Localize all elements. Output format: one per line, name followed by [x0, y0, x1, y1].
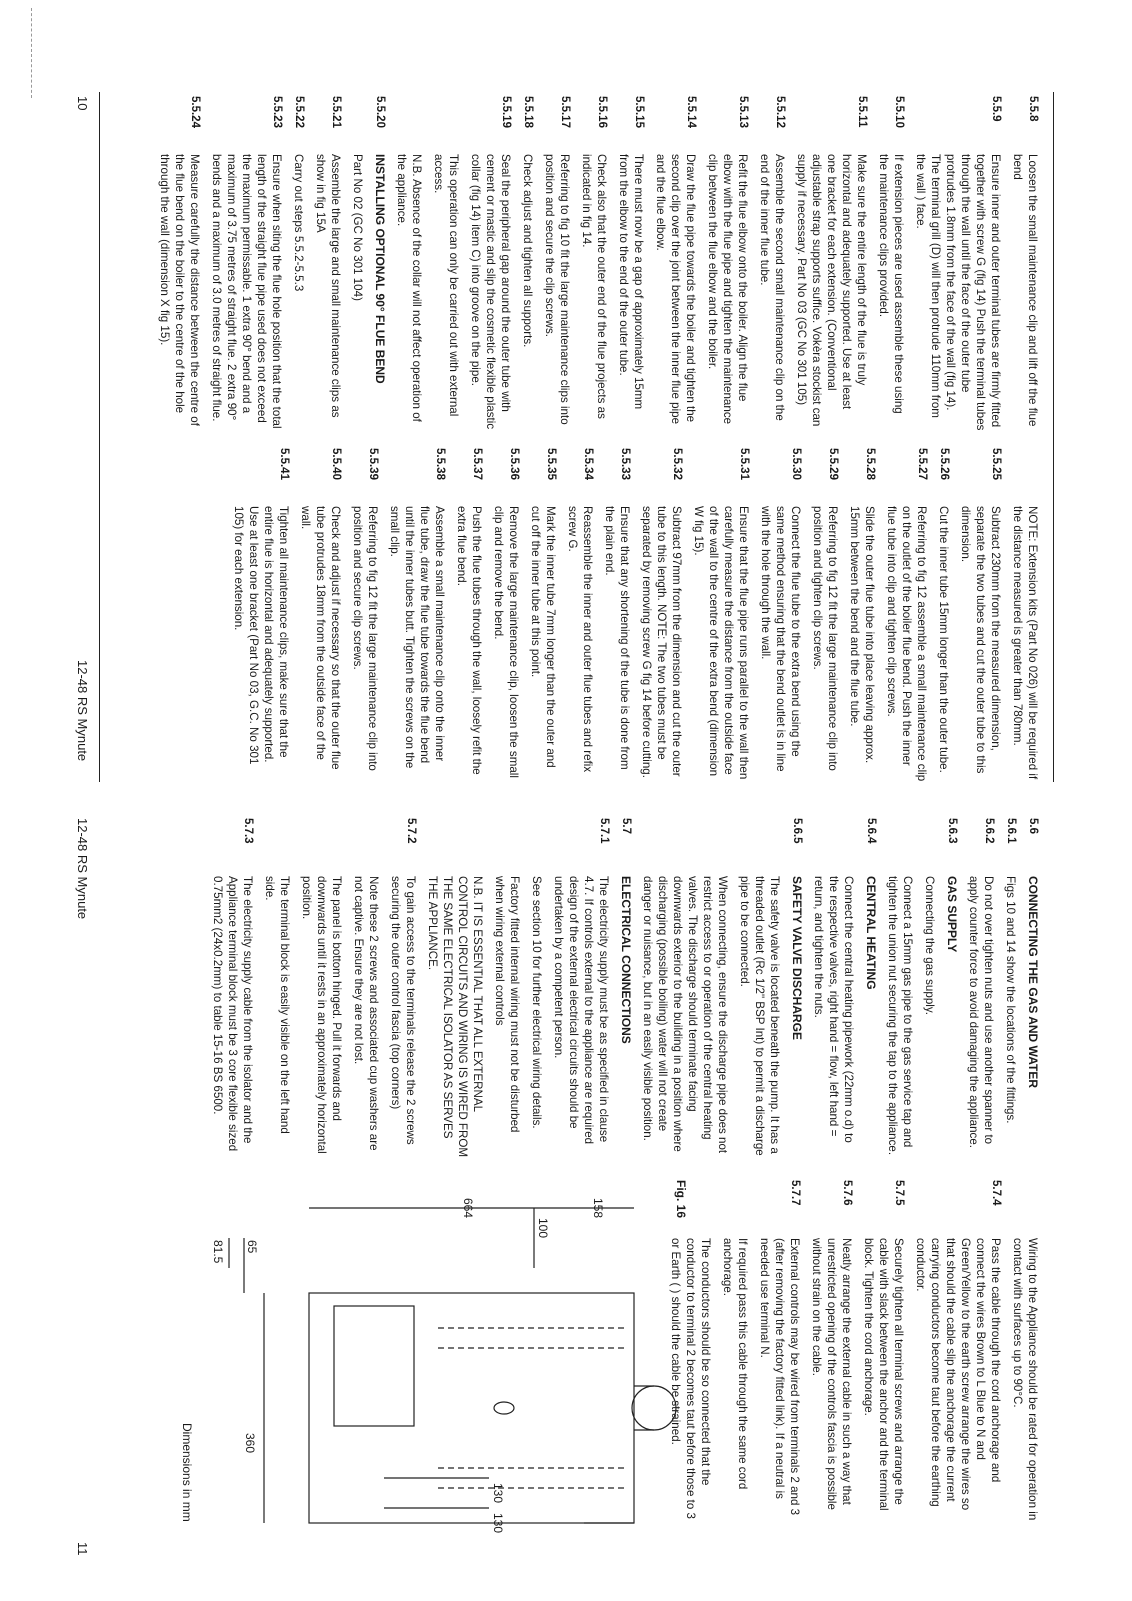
- indicator: [494, 1402, 514, 1414]
- clause-entry: [209, 96, 284, 431]
- flue-outlet: [632, 1386, 676, 1430]
- clause-entry: [616, 96, 646, 431]
- clause-number: 5.5.35: [545, 448, 557, 480]
- clause-entry: [210, 818, 255, 1158]
- clause-entry: [1010, 96, 1040, 431]
- clause-entry: [425, 818, 611, 1158]
- clause-entry: [653, 96, 698, 431]
- clause-paragraph: The electricity supply must be as specified in clause 4.7. If controls external to the appliance are required design of the external electrical circuits should be undertaken by a competent person.: [552, 876, 610, 1145]
- clause-entry: [758, 448, 803, 783]
- clause-paragraph: Note these 2 screws and associated cup washers are not captive. Ensure they are not lost.: [352, 876, 380, 1151]
- clause-entry: [936, 448, 951, 783]
- clause-paragraph: The panel is bottom hinged. Pull it forwards and downwards until it rests in an approximately horizontal position.: [300, 876, 343, 1154]
- clause-paragraph: This operation can only be carried out with external access.: [432, 154, 460, 417]
- clause-body: [884, 506, 929, 783]
- clause-entry: [350, 448, 380, 783]
- clause-number: 5.6.5: [791, 818, 803, 844]
- clause-paragraph: Securely tighten all terminal screws and arrange the cable with slack between the anchor and the terminal block. Tighten the cord anchorage.: [862, 1238, 905, 1511]
- clause-number: 5.5.36: [508, 448, 520, 480]
- page-footer: 12-48 RS Mynute: [75, 660, 90, 762]
- clause-body: [210, 876, 255, 1158]
- clause-entry: [520, 96, 535, 431]
- dimensions-note: Dimensions in mm: [180, 1423, 194, 1522]
- top-rule: [1053, 92, 1054, 782]
- clause-paragraph: N.B. IT IS ESSENTIAL THAT ALL EXTERNAL CONTROL CIRCUITS AND WIRING IS WIRED FROM THE SAME ELECTRICAL ISOLATOR AS SERVES THE APPLIANCE.: [426, 876, 484, 1158]
- clause-entry: [691, 448, 751, 783]
- clause-number: 5.7.4: [990, 1180, 1002, 1206]
- clause-paragraph: To gain access to the terminals release the 2 screws securing the outer control fascia (top corners): [389, 876, 417, 1145]
- clause-paragraph: Connecting the gas supply.: [923, 876, 936, 1015]
- clause-body: [618, 876, 633, 1158]
- clause-entry: [958, 448, 1003, 783]
- clause-paragraph: Draw the flue pipe towards the boiler and tighten the second clip over the joint between the inner flue pipe and the flue elbow.: [654, 154, 697, 425]
- clause-number: 5.7: [620, 818, 632, 834]
- section-heading: INSTALLING OPTIONAL 90° FLUE BEND: [373, 154, 387, 384]
- clause-entry: [313, 96, 343, 431]
- clause-entry: [528, 448, 558, 783]
- clause-number: 5.5.39: [367, 448, 379, 480]
- clause-entry: [231, 448, 291, 783]
- clause-body: [425, 876, 611, 1158]
- clause-body: [350, 154, 387, 431]
- section-heading: ELECTRICAL CONNECTIONS: [619, 876, 633, 1044]
- clause-number: 5.5.19: [500, 96, 512, 128]
- clause-number: 5.5.32: [671, 448, 683, 480]
- clause-entry: [639, 448, 684, 783]
- clause-paragraph: Assemble the large and small maintenance clips as show in fig 15A: [314, 154, 342, 418]
- clause-paragraph: Do not over tighten nuts and use another spanner to apply counter force to avoid damaging the appliance.: [967, 876, 995, 1148]
- clause-number: 5.5.34: [582, 448, 594, 480]
- figure-label: Fig. 16: [674, 1180, 688, 1219]
- clause-entry: [794, 96, 869, 431]
- clause-entry: [1003, 818, 1018, 1158]
- clause-body: [528, 506, 558, 783]
- clause-entry: [757, 96, 787, 431]
- clause-paragraph: Connect the flue tube to the extra bend using the same method ensuring that the bend outlet is in line with the hole through the wall.: [759, 506, 802, 772]
- clause-entry: [885, 818, 959, 1158]
- clause-entry: [602, 448, 632, 783]
- figure-16: [164, 1178, 688, 1548]
- clause-paragraph: Ensure that any shortening of the tube is done from the plain end.: [603, 506, 631, 770]
- clause-paragraph: Check also that the outer end of the flue projects as indicated in fig 14.: [580, 154, 608, 419]
- clause-paragraph: NOTE: Extension kits (Part No 026) will be required if the distance measured is greater than 780mm.: [1011, 506, 1039, 780]
- clause-body: [579, 154, 609, 431]
- section-heading: GAS SUPPLY: [945, 876, 959, 953]
- clause-entry: [1010, 448, 1040, 783]
- clause-entry: [387, 448, 447, 783]
- clause-body: [520, 154, 535, 431]
- clause-paragraph: Check adjust and tighten all supports.: [521, 154, 534, 348]
- clause-paragraph: There must now be a gap of approximately 15mm from the elbow to the end of the outer tube.: [617, 154, 645, 410]
- dim-664: 664: [461, 1198, 475, 1219]
- clause-number: 5.7.6: [841, 1180, 853, 1206]
- clause-number: 5.7.5: [893, 1180, 905, 1206]
- clause-number: 5.6.1: [1005, 818, 1017, 844]
- clause-paragraph: Cut the inner tube 15mm longer than the outer tube.: [937, 506, 950, 773]
- clause-paragraph: Wiring to the Appliance should be rated for operation in contact with surfaces up to 90°C.: [1011, 1238, 1039, 1521]
- clause-body: [491, 506, 521, 783]
- control-panel: [334, 1306, 414, 1426]
- clause-entry: [810, 448, 840, 783]
- clause-number: 5.5.27: [916, 448, 928, 480]
- clause-entry: [291, 96, 306, 431]
- clause-entry: [262, 818, 418, 1158]
- clause-body: [861, 1238, 906, 1525]
- clause-paragraph: Carry out steps 5.5.2-5.5.3: [292, 154, 305, 292]
- clause-paragraph: Connect the central heating pipework (22mm o.d) to the respective valves, right hand = flow, left hand = return, and tighten the nuts.: [812, 876, 855, 1143]
- clause-paragraph: Connect a 15mm gas pipe to the gas service tap and tighten the union nut securing the tap to the appliance.: [886, 876, 914, 1156]
- clause-entry: [157, 96, 202, 431]
- boiler-diagram: [199, 1178, 684, 1548]
- dim-158: 158: [591, 1198, 605, 1219]
- clause-body: [387, 506, 447, 783]
- clause-paragraph: Mark the inner tube 7mm longer than the outer and cut off the inner tube at this point.: [529, 506, 557, 768]
- clause-paragraph: Ensure when siting the flue hole position that the total length of the straight flue pipe used does not exceed the maximum permissable. 1 extra 90° bend and a maximum of 3.75 metres of straight flue. 2 extra 90° bends and a maximum of 3.0 metres of straight flue.: [210, 154, 283, 429]
- clause-number: 5.5.29: [827, 448, 839, 480]
- clause-paragraph: Push the flue tubes through the wall, loosely refit the extra flue bend.: [455, 506, 483, 775]
- clause-paragraph: When connecting, ensure the discharge pipe does not restrict access to or operation of the central heating valves. The discharge should terminate facing downwards exterior to the building in a position where discharging (possible boiling) water will not create danger or nuisance, but in an easily visible position.: [641, 876, 729, 1154]
- clause-body: [1025, 876, 1040, 1158]
- clause-body: [705, 154, 750, 431]
- clause-number: 5.6.3: [946, 818, 958, 844]
- clause-entry: [966, 818, 996, 1158]
- dim-130-a: 130: [491, 1483, 505, 1504]
- clause-number: 5.5.23: [271, 96, 283, 128]
- clause-entry: [1010, 1180, 1040, 1525]
- clause-paragraph: If extension pieces are used assemble these using the maintenance clips provided.: [877, 154, 905, 414]
- clause-entry: [618, 818, 633, 1158]
- clause-body: [811, 876, 878, 1158]
- clause-number: 5.7.1: [598, 818, 610, 844]
- clause-entry: [542, 96, 572, 431]
- clause-body: [809, 1238, 854, 1525]
- clause-paragraph: Pass the cable through the cord anchorage and connect the wires Brown to L Blue to N and Green/Yellow to the earth screw arrange the wires so that should the cable slip the anchorage the current carrying conductors become taut before the earthing conductor.: [914, 1238, 1002, 1511]
- clause-number: 5.7.7: [789, 1180, 801, 1206]
- clause-body: [209, 154, 284, 431]
- clause-body: [350, 506, 380, 783]
- clause-body: [454, 506, 484, 783]
- clause-paragraph: Make sure the entire length of the flue is truly horizontal and adequately supported. Use at least one bracket for each extension. (Conventional adjustable strap supports suffice. Vokèra stockist can supply if necessary. Part No 03 (GC No 301 105): [795, 154, 868, 427]
- clause-entry: [579, 96, 609, 431]
- clause-entry: [1025, 818, 1040, 1158]
- clause-number: 5.5.18: [522, 96, 534, 128]
- page-number: 10: [75, 96, 90, 111]
- clause-body: [313, 154, 343, 431]
- clause-paragraph: The safety valve is located beneath the pump. It has a threaded outlet (Rc 1/2" BSP Int) to permit a discharge pipe to be connected.: [738, 876, 781, 1156]
- clause-body: [231, 506, 291, 783]
- clause-paragraph: Refit the flue elbow onto the boiler. Align the flue elbow with the flue pipe and tighten the maintenance clip between the flue elbow and the boiler.: [706, 154, 749, 425]
- clause-number: 5.6: [1027, 818, 1039, 834]
- clause-number: 5.5.30: [790, 448, 802, 480]
- clause-entry: [884, 448, 929, 783]
- clause-body: [1010, 154, 1040, 431]
- clause-number: 5.5.11: [856, 96, 868, 128]
- column-right-2: [661, 1180, 1040, 1525]
- column-left-1: [150, 96, 1040, 431]
- clause-entry: [913, 1180, 1003, 1525]
- clause-entry: [491, 448, 521, 783]
- page-10: [0, 0, 1132, 800]
- clause-number: 5.5.38: [434, 448, 446, 480]
- clause-body: [810, 506, 840, 783]
- clause-number: 5.5.14: [685, 96, 697, 128]
- clause-body: [885, 876, 959, 1158]
- clause-paragraph: The electricity supply cable from the isolator and the Appliance terminal block must be 3 core flexible sized 0.75mm2 (24x0.2mm) to table 15-16 BS 6500.: [211, 876, 254, 1152]
- page-number: 11: [75, 1542, 90, 1556]
- section-heading: CENTRAL HEATING: [864, 876, 878, 990]
- clause-entry: [861, 1180, 906, 1525]
- clause-body: [958, 506, 1003, 783]
- clause-body: [794, 154, 869, 431]
- clause-number: 5.6.4: [865, 818, 877, 844]
- clause-entry: [668, 1180, 802, 1525]
- clause-body: [291, 154, 306, 431]
- clause-paragraph: Tighten all maintenance clips, make sure that the entire flue is horizontal and adequately supported. Use at least one bracket (Part No 03, G.C. No 301 105) for each extension.: [232, 506, 290, 765]
- clause-paragraph: Referring to fig 12 assemble a small maintenance clip on the outlet of the boiler flue bend. Push the inner flue tube into clip and tighten clip screws.: [885, 506, 928, 782]
- clause-number: 5.5.28: [864, 448, 876, 480]
- clause-number: 5.5.9: [990, 96, 1002, 122]
- clause-paragraph: Seal the peripheral gap around the outer tube with cement or mastic and slip the cosmetic flexible plastic collar (fig 14) item C) into groove on the pipe.: [469, 154, 512, 430]
- clause-entry: [350, 96, 387, 431]
- clause-body: [758, 506, 803, 783]
- clause-body: [262, 876, 418, 1158]
- clause-body: [1010, 506, 1040, 783]
- clause-entry: [705, 96, 750, 431]
- clause-body: [394, 154, 513, 431]
- page-header: 12-48 RS Mynute: [75, 818, 90, 920]
- clause-number: 5.5.10: [893, 96, 905, 128]
- clause-entry: [565, 448, 595, 783]
- dim-100: 100: [536, 1218, 550, 1239]
- clause-body: [1010, 1238, 1040, 1525]
- clause-paragraph: Measure carefully the distance between the centre of the flue bend on the boiler to the centre of the hole through the wall (dimension X fig 15).: [158, 154, 201, 426]
- clause-paragraph: If required pass this cable through the same cord anchorage.: [721, 1238, 749, 1490]
- clause-body: [565, 506, 595, 783]
- clause-number: 5.5.17: [559, 96, 571, 128]
- section-heading: SAFETY VALVE DISCHARGE: [790, 876, 804, 1041]
- clause-body: [966, 876, 996, 1158]
- clause-body: [691, 506, 751, 783]
- clause-body: [847, 506, 877, 783]
- clause-paragraph: Assemble a small maintenance clip onto the inner flue tube, draw the flue tube towards the flue bend until the inner tubes butt. Tighten the screws on the small clip.: [388, 506, 446, 769]
- clause-paragraph: Figs 10 and 14 show the locations of the fittings.: [1004, 876, 1017, 1124]
- clause-paragraph: Ensure that the flue pipe runs parallel to the wall then carefully measure the distance from the outside face of the wall to the centre of the extra bend (dimension W fig 15).: [692, 506, 750, 780]
- clause-entry: [847, 448, 877, 783]
- clause-number: 5.7.2: [405, 818, 417, 844]
- clause-entry: [298, 448, 343, 783]
- dim-65: 65: [245, 1240, 259, 1254]
- clause-number: 5.5.20: [374, 96, 386, 128]
- dim-81-5: 81.5: [211, 1240, 225, 1264]
- clause-paragraph: External controls may be wired from terminals 2 and 3 (after removing the factory fitted link). If a neutral is needed use terminal N.: [758, 1238, 801, 1516]
- clause-entry: [454, 448, 484, 783]
- clause-body: [668, 1238, 802, 1525]
- clause-number: 5.7.3: [242, 818, 254, 844]
- column-right-1: [203, 818, 1040, 1158]
- clause-body: [639, 506, 684, 783]
- clause-entry: [809, 1180, 854, 1525]
- clause-body: [913, 154, 1003, 431]
- clause-number: 5.5.8: [1027, 96, 1039, 122]
- clause-number: 5.5.21: [330, 96, 342, 128]
- clause-paragraph: The conductors should be so connected that the conductor to terminal 2 becomes taut before those to 3 or Earth ( ) should the cable be strained.: [669, 1238, 712, 1519]
- clause-body: [653, 154, 698, 431]
- clause-paragraph: Neatly arrange the external cable in such a way that unrestricted opening of the controls fascia is possible without strain on the cable.: [810, 1238, 853, 1510]
- clause-number: 5.5.22: [293, 96, 305, 128]
- clause-number: 5.5.24: [189, 96, 201, 128]
- clause-body: [1003, 876, 1018, 1158]
- clause-paragraph: Reassemble the inner and outer flue tubes and refix screw G.: [566, 506, 594, 773]
- clause-paragraph: Part No 02 (GC No 301 104): [351, 154, 364, 301]
- clause-paragraph: N.B. Absence of the collar will not affect operation of the appliance.: [395, 154, 423, 422]
- scan-edge-mark: [31, 8, 32, 98]
- clause-paragraph: Assemble the second small maintenance clip on the end of the inner flue tube.: [758, 154, 786, 421]
- clause-paragraph: Remove the large maintenance clip, loosen the small clip and remove the bend.: [492, 506, 520, 778]
- clause-number: 5.5.16: [596, 96, 608, 128]
- clause-number: 5.5.13: [737, 96, 749, 128]
- clause-entry: [394, 96, 513, 431]
- clause-entry: [876, 96, 906, 431]
- clause-body: [602, 506, 632, 783]
- clause-body: [640, 876, 804, 1158]
- clause-paragraph: See section 10 for further electrical wiring details.: [530, 876, 543, 1129]
- clause-paragraph: Referring to fig 12 fit the large maintenance clip into position and secure clip screws.: [351, 506, 379, 771]
- clause-number: 5.5.26: [938, 448, 950, 480]
- clause-body: [542, 154, 572, 431]
- clause-paragraph: Referring to fig 10 fit the large maintenance clips into position and secure the clip screws.: [543, 154, 571, 425]
- clause-entry: [913, 96, 1003, 431]
- page-11: [0, 800, 1132, 1601]
- clause-paragraph: Slide the outer flue tube into place leaving approx. 15mm between the bend and the flue tube.: [848, 506, 876, 764]
- dim-130-b: 130: [491, 1513, 505, 1534]
- clause-body: [936, 506, 951, 783]
- clause-paragraph: Check and adjust if necessary so that the outer flue tube protrudes 18mm from the outside face of the wall.: [299, 506, 342, 770]
- clause-entry: [811, 818, 878, 1158]
- column-left-2: [224, 448, 1040, 783]
- clause-number: 5.5.15: [633, 96, 645, 128]
- clause-paragraph: Loosen the small maintenance clip and lift off the flue bend: [1011, 154, 1039, 427]
- section-heading: CONNECTING THE GAS AND WATER: [1026, 876, 1040, 1088]
- clause-body: [876, 154, 906, 431]
- clause-number: 5.5.40: [330, 448, 342, 480]
- clause-paragraph: The terminal block is easily visible on the left hand side.: [263, 876, 291, 1134]
- clause-number: 5.5.31: [738, 448, 750, 480]
- clause-number: 5.5.37: [471, 448, 483, 480]
- clause-entry: [640, 818, 804, 1158]
- clause-body: [913, 1238, 1003, 1525]
- clause-number: 5.5.12: [774, 96, 786, 128]
- clause-body: [616, 154, 646, 431]
- clause-number: 5.5.25: [990, 448, 1002, 480]
- clause-body: [757, 154, 787, 431]
- clause-paragraph: Factory fitted internal wiring must not be disturbed when wiring external controls: [493, 876, 521, 1133]
- bottom-rule: [99, 92, 100, 782]
- dim-360: 360: [243, 1433, 257, 1454]
- clause-number: 5.5.33: [619, 448, 631, 480]
- clause-paragraph: Referring to fig 12 fit the large maintenance clip into position and tighten clip screws.: [811, 506, 839, 771]
- clause-body: [298, 506, 343, 783]
- clause-body: [157, 154, 202, 431]
- clause-paragraph: Subtract 230mm from the measured dimension, separate the two tubes and cut the outer tube to this dimension.: [959, 506, 1002, 774]
- clause-paragraph: Ensure inner and outer terminal tubes are firmly fitted together with screw G (fig 14) Push the terminal tubes through the wall until the face of the outer tube protrudes 1.8mm from the face of the wall (fig 14). The terminal grill (D) will then protrude 110mm from the wall ) face.: [914, 154, 1002, 431]
- clause-number: 5.6.2: [983, 818, 995, 844]
- clause-paragraph: Subtract 97mm from the dimension and cut the outer tube to this length. NOTE: The two tubes must be separated by removing screw G fig 14 before cutting.: [640, 506, 683, 778]
- clause-number: 5.5.41: [278, 448, 290, 480]
